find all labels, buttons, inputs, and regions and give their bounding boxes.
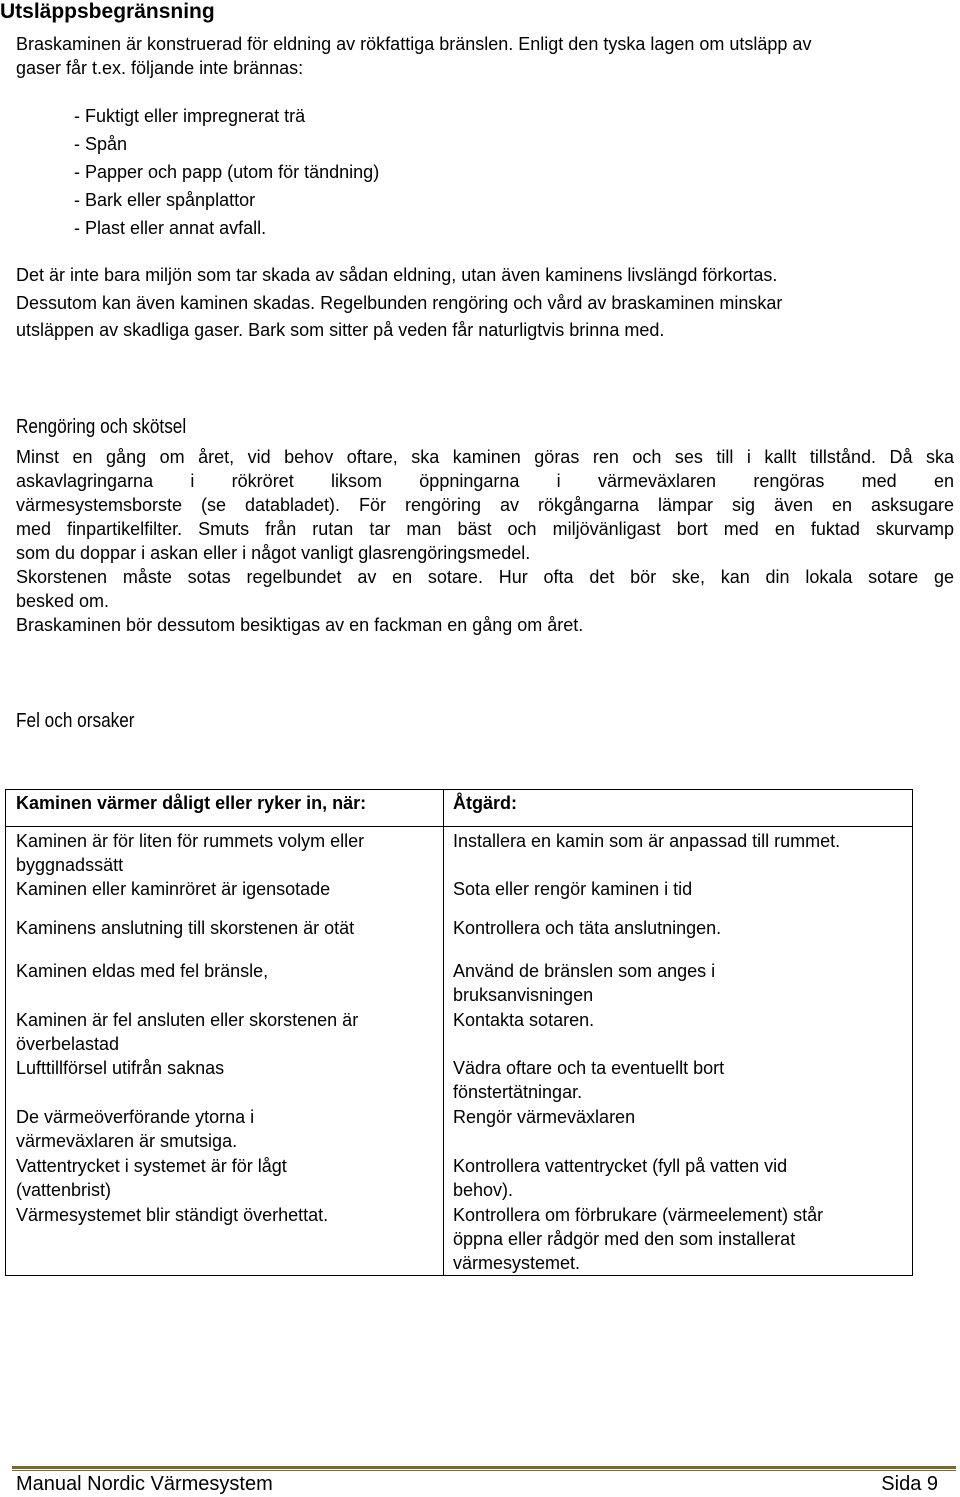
table-row-action: Kontakta sotaren. <box>453 1010 595 1030</box>
paragraph-line: med finpartikelfilter. Smuts från rutan tar man bäst och miljövänligast bort med en fuktad skurvamp <box>16 519 954 539</box>
footer-rule <box>12 1466 956 1469</box>
table-row-cause: De värmeöverförande ytorna i värmeväxlaren är smutsiga. <box>16 1107 255 1151</box>
paragraph-line: Braskaminen bör dessutom besiktigas av en fackman en gång om året. <box>16 615 584 635</box>
table-row-action: Vädra oftare och ta eventuellt bort fönstertätningar. <box>453 1058 725 1102</box>
list-item: - Fuktigt eller impregnerat trä <box>74 106 306 126</box>
table-row-cause: Lufttillförsel utifrån saknas <box>16 1058 225 1078</box>
paragraph-line: Skorstenen måste sotas regelbundet av en sotare. Hur ofta det bör ske, kan din lokala sotare ge <box>16 567 954 587</box>
table-row-action: Installera en kamin som är anpassad till rummet. <box>453 831 841 851</box>
paragraph-line: värmesystemsborste (se databladet). För rengöring av rökgångarna lämpar sig även en asksugare <box>16 495 954 515</box>
section-title-faults: Fel och orsaker <box>16 710 135 732</box>
list-item: - Plast eller annat avfall. <box>74 218 267 238</box>
table-row-cause: Kaminen eldas med fel bränsle, <box>16 961 269 981</box>
list-item: - Bark eller spånplattor <box>74 190 256 210</box>
footer-document-title: Manual Nordic Värmesystem <box>16 1473 273 1495</box>
table-row-action: Använd de bränslen som anges i bruksanvisningen <box>453 961 716 1005</box>
table-row-cause: Kaminens anslutning till skorstenen är otät <box>16 918 355 938</box>
table-row-action: Kontrollera och täta anslutningen. <box>453 918 722 938</box>
table-row-action: Sota eller rengör kaminen i tid <box>453 879 693 899</box>
table-row-action: Kontrollera om förbrukare (värmeelement) står öppna eller rådgör med den som installerat värmesystemet. <box>453 1205 824 1273</box>
table-header-action: Åtgärd: <box>453 793 517 813</box>
table-row-action: Kontrollera vattentrycket (fyll på vatten vid behov). <box>453 1156 788 1200</box>
paragraph-line: som du doppar i askan eller i något vanligt glasrengöringsmedel. <box>16 543 531 563</box>
list-item: - Papper och papp (utom för tändning) <box>74 162 380 182</box>
list-item: - Spån <box>74 134 128 154</box>
paragraph-line: Minst en gång om året, vid behov oftare, ska kaminen göras ren och ses till i kallt tillstånd. Då ska <box>16 447 954 467</box>
paragraph-line: besked om. <box>16 591 110 611</box>
paragraph-line: Braskaminen är konstruerad för eldning av rökfattiga bränslen. Enligt den tyska lagen om utsläpp av <box>16 34 812 54</box>
table-row-cause: Kaminen eller kaminröret är igensotade <box>16 879 331 899</box>
table-row-cause: Värmesystemet blir ständigt överhettat. <box>16 1205 329 1225</box>
table-row-cause: Kaminen är för liten för rummets volym eller byggnadssätt <box>16 831 365 875</box>
paragraph-line: Det är inte bara miljön som tar skada av sådan eldning, utan även kaminens livslängd förkortas. <box>16 265 778 285</box>
table-row-cause: Vattentrycket i systemet är för lågt (vattenbrist) <box>16 1156 287 1200</box>
paragraph-line: askavlagringarna i rökröret liksom öppningarna i värmeväxlaren rengöras med en <box>16 471 954 491</box>
paragraph-line: utsläppen av skadliga gaser. Bark som sitter på veden får naturligtvis brinna med. <box>16 320 665 340</box>
table-row-action: Rengör värmeväxlaren <box>453 1107 636 1127</box>
paragraph-line: gaser får t.ex. följande inte brännas: <box>16 58 304 78</box>
footer-page-number: Sida 9 <box>881 1473 938 1495</box>
table-row-cause: Kaminen är fel ansluten eller skorstenen är överbelastad <box>16 1010 359 1054</box>
section-title-cleaning: Rengöring och skötsel <box>16 416 187 438</box>
section-title-emissions: Utsläppsbegränsning <box>0 0 215 23</box>
table-header-cause: Kaminen värmer dåligt eller ryker in, när: <box>16 793 367 813</box>
paragraph-line: Dessutom kan även kaminen skadas. Regelbunden rengöring och vård av braskaminen minskar <box>16 293 783 313</box>
